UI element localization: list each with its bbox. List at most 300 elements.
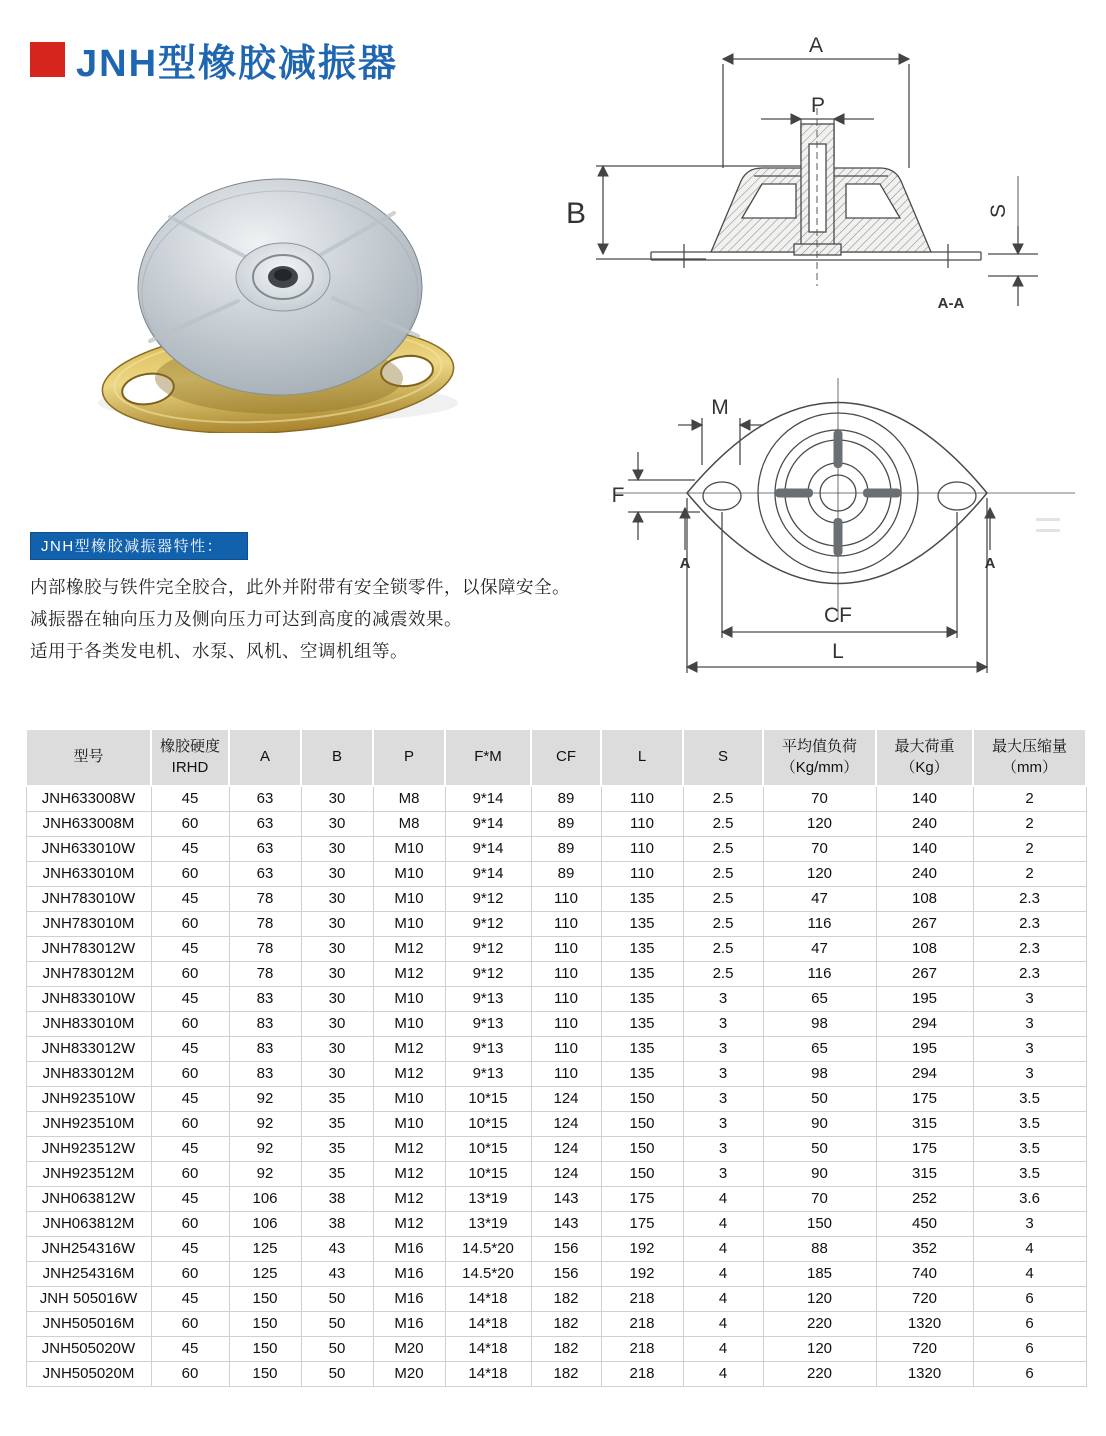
table-cell: 220	[763, 1311, 876, 1336]
features-text	[30, 571, 570, 667]
table-cell: 110	[531, 986, 601, 1011]
table-cell: M20	[373, 1361, 445, 1386]
table-cell: 50	[301, 1361, 373, 1386]
table-cell: M8	[373, 811, 445, 836]
table-cell: 135	[601, 1036, 683, 1061]
table-cell: 9*14	[445, 811, 531, 836]
table-cell: 2.5	[683, 911, 763, 936]
table-cell: 150	[229, 1286, 301, 1311]
table-cell: 9*13	[445, 1036, 531, 1061]
table-cell: 47	[763, 936, 876, 961]
table-cell: 124	[531, 1161, 601, 1186]
table-cell: 135	[601, 1061, 683, 1086]
table-cell: 45	[151, 1136, 229, 1161]
table-cell: 116	[763, 911, 876, 936]
table-cell: 4	[973, 1236, 1086, 1261]
table-cell: 45	[151, 886, 229, 911]
table-cell: 150	[601, 1086, 683, 1111]
table-cell: 218	[601, 1311, 683, 1336]
product-photo	[88, 165, 468, 433]
table-cell: 47	[763, 886, 876, 911]
table-cell: 2.3	[973, 886, 1086, 911]
table-cell: 50	[763, 1136, 876, 1161]
table-cell: 135	[601, 911, 683, 936]
table-cell: 60	[151, 1161, 229, 1186]
table-cell: 120	[763, 811, 876, 836]
table-cell: 50	[301, 1336, 373, 1361]
table-cell: 3.5	[973, 1111, 1086, 1136]
spec-table	[25, 728, 1087, 1387]
table-cell: 78	[229, 961, 301, 986]
table-cell: JNH833010M	[26, 1011, 151, 1036]
table-cell: 220	[763, 1361, 876, 1386]
table-cell: 2	[973, 836, 1086, 861]
table-header-row	[26, 729, 1086, 786]
table-cell: 45	[151, 1336, 229, 1361]
table-cell: 143	[531, 1186, 601, 1211]
table-cell: 60	[151, 911, 229, 936]
table-cell: 192	[601, 1261, 683, 1286]
table-row	[26, 836, 1086, 861]
table-cell: 125	[229, 1261, 301, 1286]
table-cell: 150	[229, 1361, 301, 1386]
table-row	[26, 886, 1086, 911]
table-cell: 3	[683, 1136, 763, 1161]
table-cell: 30	[301, 786, 373, 811]
table-cell: 50	[301, 1286, 373, 1311]
table-cell: 60	[151, 1311, 229, 1336]
table-cell: 30	[301, 861, 373, 886]
table-row	[26, 1211, 1086, 1236]
column-header: 平均值负荷 （Kg/mm）	[763, 729, 876, 786]
table-cell: 9*12	[445, 936, 531, 961]
table-cell: 110	[601, 836, 683, 861]
table-cell: 4	[683, 1261, 763, 1286]
table-cell: 30	[301, 961, 373, 986]
table-cell: 106	[229, 1186, 301, 1211]
table-cell: JNH633010W	[26, 836, 151, 861]
table-cell: 2.5	[683, 836, 763, 861]
table-cell: 30	[301, 1011, 373, 1036]
table-cell: 175	[601, 1186, 683, 1211]
table-cell: 4	[683, 1236, 763, 1261]
table-cell: M20	[373, 1336, 445, 1361]
table-cell: 175	[601, 1211, 683, 1236]
table-cell: 14*18	[445, 1336, 531, 1361]
table-cell: JNH833012W	[26, 1036, 151, 1061]
table-cell: 70	[763, 1186, 876, 1211]
dim-label-L: L	[832, 640, 844, 663]
table-cell: 2.5	[683, 936, 763, 961]
table-cell: 30	[301, 836, 373, 861]
column-header: S	[683, 729, 763, 786]
watermark-mark	[1036, 518, 1060, 532]
table-cell: 45	[151, 936, 229, 961]
table-cell: 150	[601, 1161, 683, 1186]
table-row	[26, 1236, 1086, 1261]
table-cell: 3.5	[973, 1136, 1086, 1161]
table-cell: 125	[229, 1236, 301, 1261]
table-cell: 110	[601, 811, 683, 836]
table-cell: 10*15	[445, 1086, 531, 1111]
table-cell: 140	[876, 786, 973, 811]
table-cell: 110	[531, 936, 601, 961]
table-cell: 30	[301, 986, 373, 1011]
table-row	[26, 1111, 1086, 1136]
table-cell: 2.3	[973, 911, 1086, 936]
table-cell: JNH633008W	[26, 786, 151, 811]
table-cell: 2	[973, 861, 1086, 886]
table-row	[26, 1286, 1086, 1311]
table-cell: 10*15	[445, 1111, 531, 1136]
table-cell: 267	[876, 961, 973, 986]
table-cell: 3	[683, 1061, 763, 1086]
table-cell: 60	[151, 1061, 229, 1086]
table-cell: 352	[876, 1236, 973, 1261]
column-header: 橡胶硬度 IRHD	[151, 729, 229, 786]
table-cell: 3	[683, 1161, 763, 1186]
table-cell: 6	[973, 1311, 1086, 1336]
table-cell: 4	[683, 1186, 763, 1211]
table-cell: 78	[229, 886, 301, 911]
table-cell: 30	[301, 1036, 373, 1061]
table-cell: 106	[229, 1211, 301, 1236]
table-cell: 10*15	[445, 1161, 531, 1186]
table-cell: JNH833010W	[26, 986, 151, 1011]
table-cell: 83	[229, 1061, 301, 1086]
table-cell: JNH783012M	[26, 961, 151, 986]
table-cell: 35	[301, 1111, 373, 1136]
table-cell: 30	[301, 1061, 373, 1086]
table-cell: 2.5	[683, 861, 763, 886]
table-cell: 9*12	[445, 886, 531, 911]
table-cell: 3	[973, 1011, 1086, 1036]
table-cell: 9*13	[445, 986, 531, 1011]
page-header	[30, 32, 398, 87]
table-cell: 45	[151, 986, 229, 1011]
table-cell: 4	[683, 1311, 763, 1336]
table-row	[26, 1036, 1086, 1061]
table-cell: 14.5*20	[445, 1261, 531, 1286]
table-cell: M10	[373, 861, 445, 886]
table-cell: 88	[763, 1236, 876, 1261]
table-cell: 60	[151, 961, 229, 986]
section-label-AA: A-A	[937, 295, 965, 312]
table-cell: 720	[876, 1286, 973, 1311]
table-cell: 63	[229, 811, 301, 836]
table-cell: 150	[229, 1336, 301, 1361]
table-cell: 14.5*20	[445, 1236, 531, 1261]
table-cell: 182	[531, 1286, 601, 1311]
table-cell: 3	[973, 1061, 1086, 1086]
table-cell: JNH833012M	[26, 1061, 151, 1086]
table-cell: 3	[973, 1211, 1086, 1236]
table-cell: 182	[531, 1311, 601, 1336]
table-cell: 110	[601, 786, 683, 811]
table-cell: 3	[683, 986, 763, 1011]
table-cell: 92	[229, 1136, 301, 1161]
table-cell: 60	[151, 1011, 229, 1036]
table-cell: JNH783010M	[26, 911, 151, 936]
table-row	[26, 1061, 1086, 1086]
table-cell: 1320	[876, 1361, 973, 1386]
table-cell: 120	[763, 1286, 876, 1311]
table-row	[26, 1186, 1086, 1211]
table-cell: 108	[876, 936, 973, 961]
table-cell: 45	[151, 1186, 229, 1211]
table-cell: 143	[531, 1211, 601, 1236]
table-cell: 65	[763, 1036, 876, 1061]
table-cell: 3	[683, 1011, 763, 1036]
table-cell: 1320	[876, 1311, 973, 1336]
table-cell: 50	[301, 1311, 373, 1336]
table-cell: 3	[973, 1036, 1086, 1061]
table-cell: M8	[373, 786, 445, 811]
table-cell: JNH254316W	[26, 1236, 151, 1261]
table-cell: 2	[973, 786, 1086, 811]
table-cell: 89	[531, 786, 601, 811]
table-cell: 90	[763, 1111, 876, 1136]
table-cell: 30	[301, 886, 373, 911]
column-header: A	[229, 729, 301, 786]
table-cell: 92	[229, 1111, 301, 1136]
features-heading: JNH型橡胶减振器特性：	[30, 532, 248, 560]
table-cell: JNH505016M	[26, 1311, 151, 1336]
table-cell: 185	[763, 1261, 876, 1286]
table-cell: 65	[763, 986, 876, 1011]
table-row	[26, 786, 1086, 811]
table-cell: 195	[876, 1036, 973, 1061]
top-view-drawing	[600, 370, 1090, 700]
table-cell: 156	[531, 1236, 601, 1261]
table-cell: 90	[763, 1161, 876, 1186]
table-cell: 4	[683, 1286, 763, 1311]
table-cell: JNH063812M	[26, 1211, 151, 1236]
table-cell: 315	[876, 1111, 973, 1136]
table-cell: M10	[373, 911, 445, 936]
table-cell: 3	[683, 1111, 763, 1136]
table-cell: 63	[229, 836, 301, 861]
table-cell: 38	[301, 1211, 373, 1236]
table-row	[26, 986, 1086, 1011]
feature-line: 减振器在轴向压力及侧向压力可达到高度的减震效果。	[30, 609, 462, 629]
table-cell: 9*14	[445, 836, 531, 861]
section-arrow-label-right: A	[984, 555, 996, 572]
table-cell: 240	[876, 861, 973, 886]
table-cell: 35	[301, 1161, 373, 1186]
table-cell: 9*14	[445, 786, 531, 811]
table-cell: 120	[763, 861, 876, 886]
page-title: JNH型橡胶减振器	[76, 43, 399, 85]
column-header: CF	[531, 729, 601, 786]
table-cell: JNH505020W	[26, 1336, 151, 1361]
table-cell: 110	[601, 861, 683, 886]
table-cell: M12	[373, 1061, 445, 1086]
table-cell: 110	[531, 886, 601, 911]
table-cell: JNH923510W	[26, 1086, 151, 1111]
table-row	[26, 1311, 1086, 1336]
table-cell: 9*13	[445, 1011, 531, 1036]
table-cell: 175	[876, 1136, 973, 1161]
table-cell: 30	[301, 936, 373, 961]
table-cell: 135	[601, 986, 683, 1011]
table-cell: 3.5	[973, 1086, 1086, 1111]
table-cell: M10	[373, 986, 445, 1011]
table-row	[26, 1161, 1086, 1186]
table-cell: 252	[876, 1186, 973, 1211]
table-cell: 135	[601, 1011, 683, 1036]
table-cell: 92	[229, 1086, 301, 1111]
table-cell: 6	[973, 1361, 1086, 1386]
table-cell: 3	[683, 1036, 763, 1061]
table-cell: 240	[876, 811, 973, 836]
table-cell: M10	[373, 1011, 445, 1036]
table-cell: 294	[876, 1061, 973, 1086]
table-row	[26, 961, 1086, 986]
table-row	[26, 911, 1086, 936]
table-cell: 150	[601, 1111, 683, 1136]
table-cell: JNH923510M	[26, 1111, 151, 1136]
table-cell: 43	[301, 1261, 373, 1286]
table-cell: 175	[876, 1086, 973, 1111]
table-cell: 6	[973, 1336, 1086, 1361]
table-cell: 2.5	[683, 886, 763, 911]
table-cell: 192	[601, 1236, 683, 1261]
table-cell: 70	[763, 836, 876, 861]
table-cell: 78	[229, 911, 301, 936]
column-header: 型号	[26, 729, 151, 786]
table-cell: 45	[151, 786, 229, 811]
table-cell: 156	[531, 1261, 601, 1286]
table-row	[26, 1336, 1086, 1361]
table-cell: M12	[373, 1211, 445, 1236]
table-cell: JNH923512W	[26, 1136, 151, 1161]
table-cell: 60	[151, 861, 229, 886]
table-cell: 4	[683, 1211, 763, 1236]
dim-label-F: F	[611, 484, 625, 507]
table-cell: 14*18	[445, 1311, 531, 1336]
table-cell: M16	[373, 1261, 445, 1286]
table-cell: 60	[151, 1111, 229, 1136]
table-cell: 9*12	[445, 961, 531, 986]
table-cell: 2.5	[683, 961, 763, 986]
table-cell: 83	[229, 1011, 301, 1036]
table-row	[26, 1086, 1086, 1111]
table-cell: JNH633008M	[26, 811, 151, 836]
table-cell: 10*15	[445, 1136, 531, 1161]
table-cell: 89	[531, 861, 601, 886]
table-cell: 9*14	[445, 861, 531, 886]
dim-label-P: P	[810, 94, 826, 117]
table-cell: 60	[151, 1211, 229, 1236]
table-cell: JNH923512M	[26, 1161, 151, 1186]
table-cell: M12	[373, 1136, 445, 1161]
table-cell: 78	[229, 936, 301, 961]
table-cell: 38	[301, 1186, 373, 1211]
dim-label-M: M	[711, 396, 729, 419]
table-cell: 2.5	[683, 811, 763, 836]
table-cell: 140	[876, 836, 973, 861]
table-cell: JNH783010W	[26, 886, 151, 911]
red-square-icon	[30, 42, 65, 77]
table-cell: 3	[683, 1086, 763, 1111]
table-row	[26, 1361, 1086, 1386]
table-cell: 124	[531, 1086, 601, 1111]
table-cell: 2.5	[683, 786, 763, 811]
table-cell: 50	[763, 1086, 876, 1111]
table-cell: 45	[151, 836, 229, 861]
table-cell: 135	[601, 936, 683, 961]
table-cell: 124	[531, 1136, 601, 1161]
table-cell: 9*13	[445, 1061, 531, 1086]
column-header: 最大压缩量 （mm）	[973, 729, 1086, 786]
column-header: P	[373, 729, 445, 786]
table-cell: 89	[531, 811, 601, 836]
table-cell: M12	[373, 961, 445, 986]
table-row	[26, 936, 1086, 961]
table-cell: 14*18	[445, 1286, 531, 1311]
table-cell: M12	[373, 1161, 445, 1186]
table-cell: 116	[763, 961, 876, 986]
table-cell: 9*12	[445, 911, 531, 936]
column-header: L	[601, 729, 683, 786]
table-row	[26, 1011, 1086, 1036]
table-cell: 45	[151, 1086, 229, 1111]
table-cell: 182	[531, 1336, 601, 1361]
table-cell: 98	[763, 1061, 876, 1086]
table-cell: 2.3	[973, 936, 1086, 961]
dim-label-A: A	[808, 34, 824, 57]
section-arrow-label-left: A	[679, 555, 691, 572]
table-cell: 35	[301, 1136, 373, 1161]
table-cell: 450	[876, 1211, 973, 1236]
table-cell: 135	[601, 961, 683, 986]
column-header: 最大荷重 （Kg）	[876, 729, 973, 786]
table-cell: 3.6	[973, 1186, 1086, 1211]
column-header: F*M	[445, 729, 531, 786]
table-cell: 120	[763, 1336, 876, 1361]
table-cell: 110	[531, 1011, 601, 1036]
table-cell: M12	[373, 936, 445, 961]
table-row	[26, 1261, 1086, 1286]
table-cell: 30	[301, 811, 373, 836]
table-cell: 14*18	[445, 1361, 531, 1386]
table-cell: 45	[151, 1036, 229, 1061]
dim-label-S: S	[987, 203, 1010, 219]
table-cell: 83	[229, 986, 301, 1011]
table-cell: 83	[229, 1036, 301, 1061]
table-cell: M10	[373, 1111, 445, 1136]
table-cell: 3.5	[973, 1161, 1086, 1186]
table-cell: 150	[229, 1311, 301, 1336]
table-cell: 135	[601, 886, 683, 911]
table-cell: 3	[973, 986, 1086, 1011]
table-cell: 294	[876, 1011, 973, 1036]
table-cell: 60	[151, 811, 229, 836]
table-cell: 110	[531, 1061, 601, 1086]
table-row	[26, 1136, 1086, 1161]
table-cell: M12	[373, 1036, 445, 1061]
table-cell: 110	[531, 961, 601, 986]
table-cell: JNH505020M	[26, 1361, 151, 1386]
table-cell: 6	[973, 1286, 1086, 1311]
table-body	[26, 786, 1086, 1386]
table-cell: 60	[151, 1361, 229, 1386]
table-cell: M10	[373, 836, 445, 861]
table-cell: 150	[763, 1211, 876, 1236]
table-cell: 195	[876, 986, 973, 1011]
column-header: B	[301, 729, 373, 786]
